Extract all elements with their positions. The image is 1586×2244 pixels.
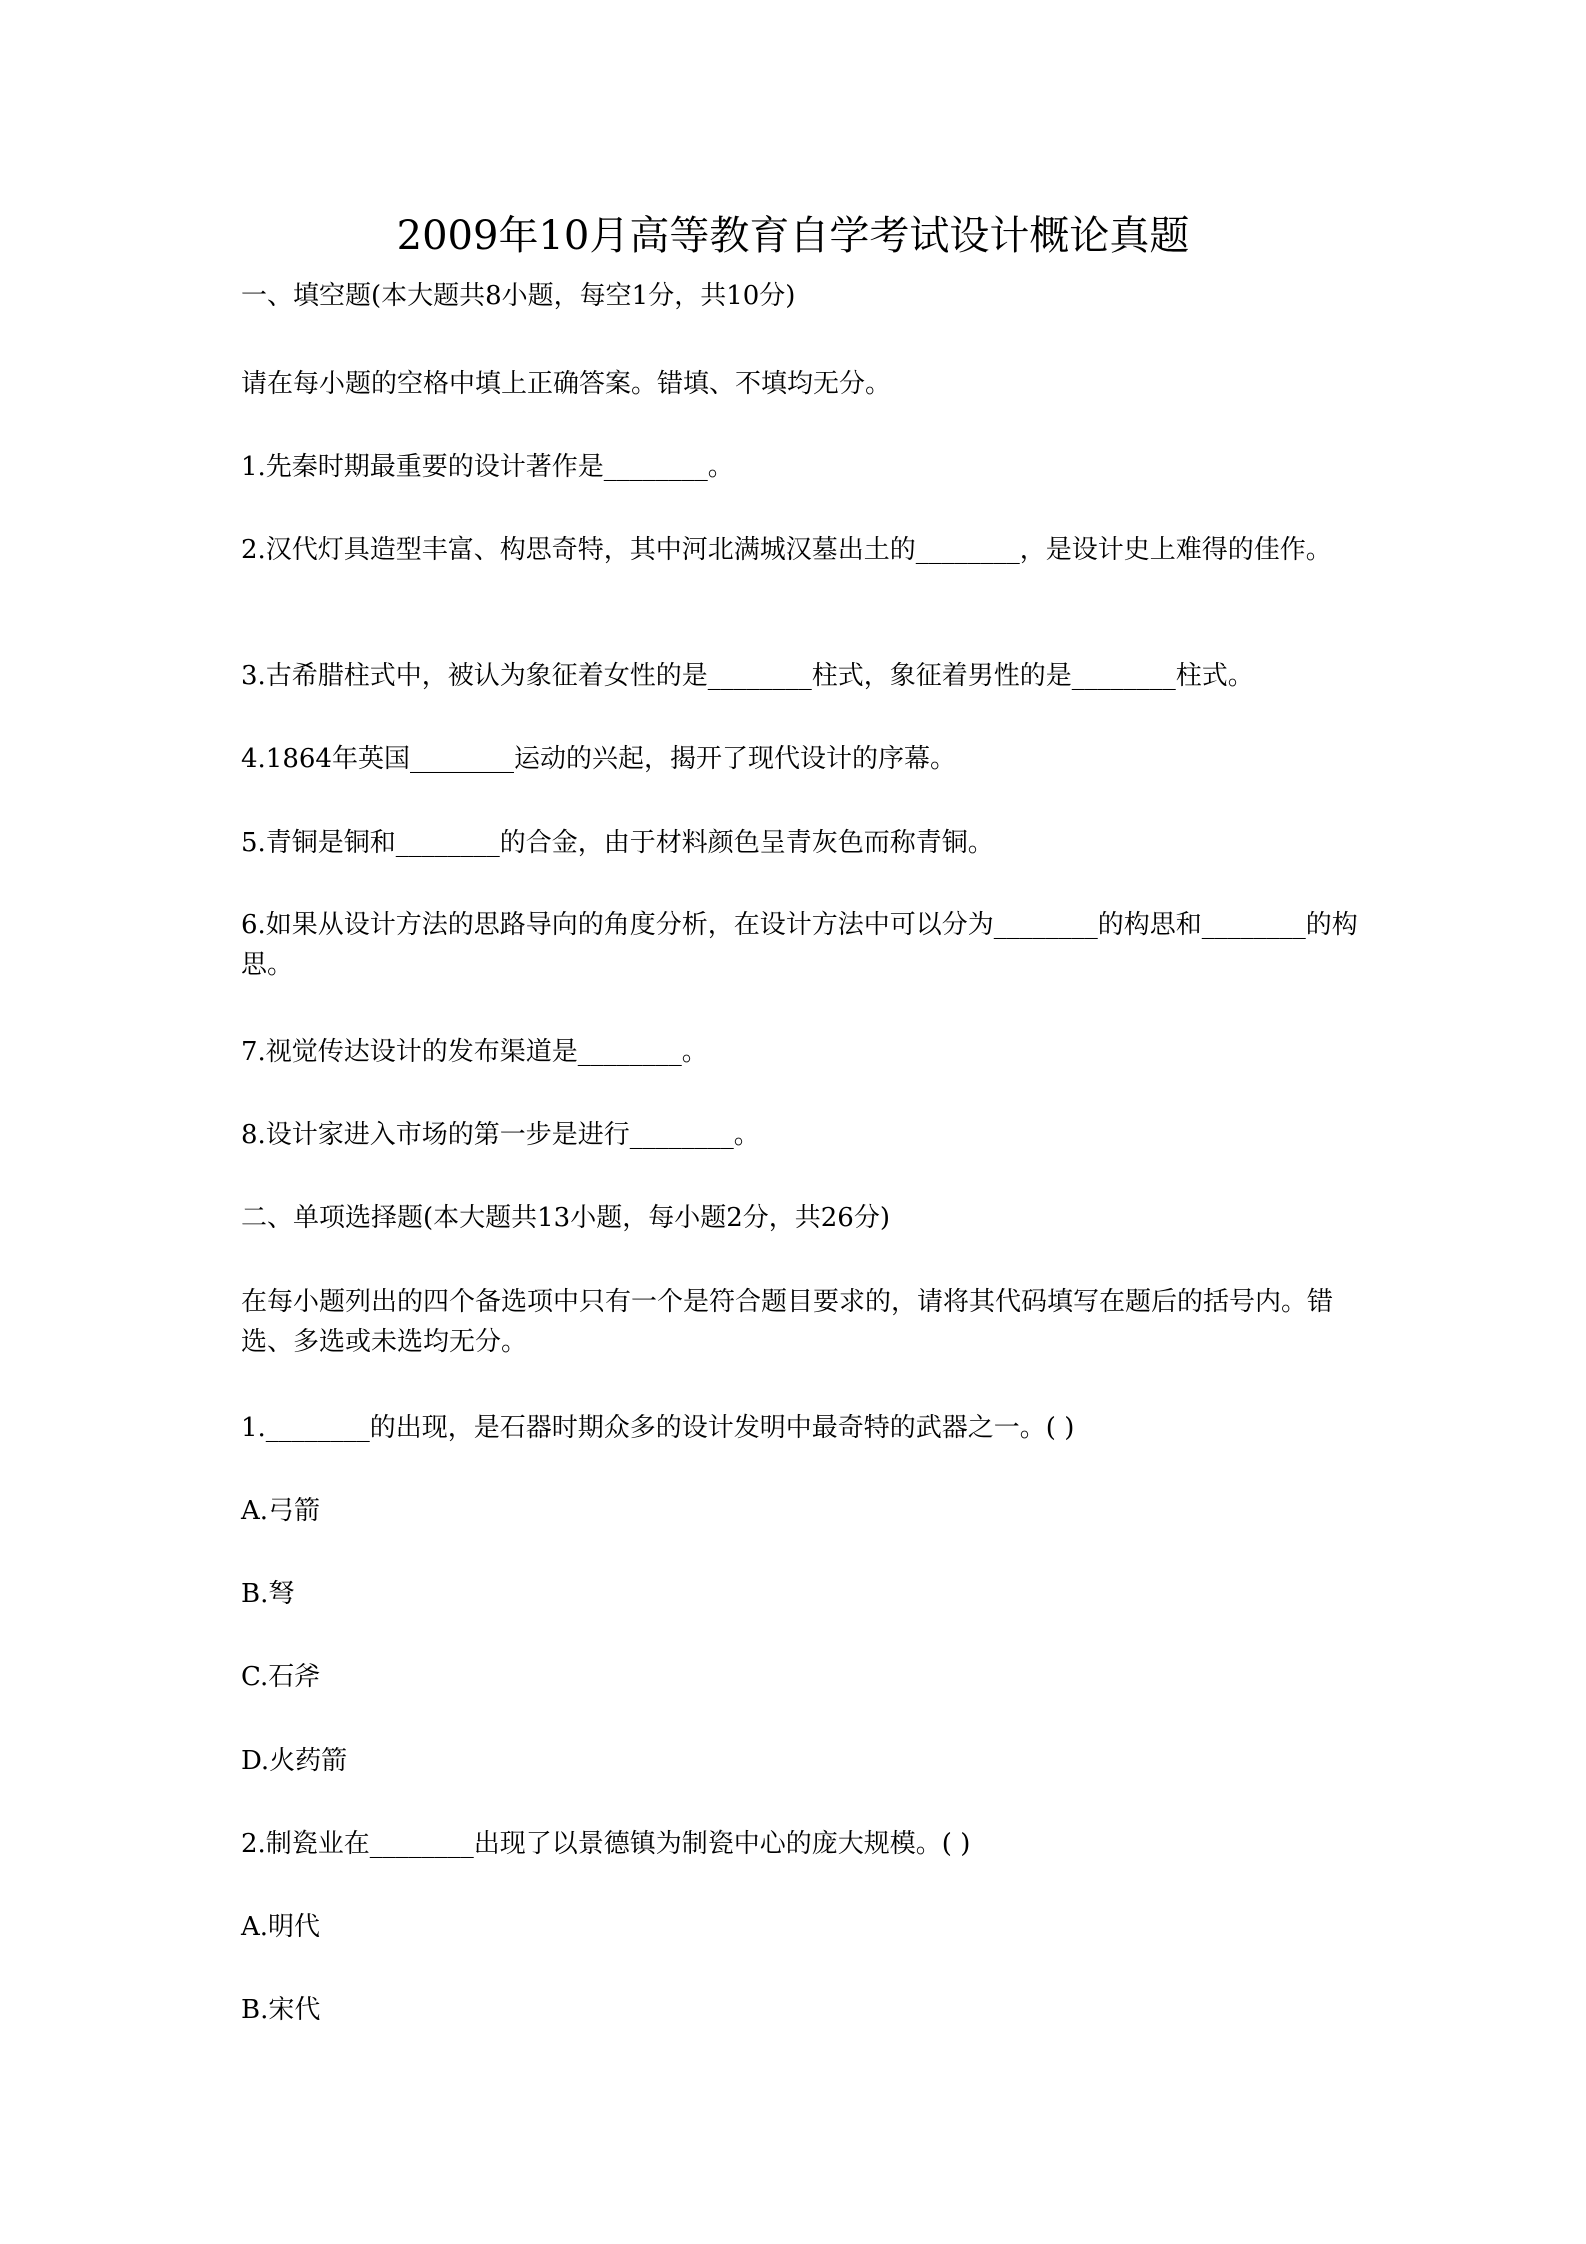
choice-option: A.弓箭 — [241, 1496, 321, 1526]
choice-option: C.石斧 — [241, 1662, 321, 1692]
section2-heading: 二、单项选择题(本大题共13小题，每小题2分，共26分) — [241, 1203, 890, 1233]
choice-question-2: 2.制瓷业在________出现了以景德镇为制瓷中心的庞大规模。( ) — [241, 1829, 971, 1859]
section1-instruction: 请在每小题的空格中填上正确答案。错填、不填均无分。 — [241, 369, 892, 399]
fill-question-2: 2.汉代灯具造型丰富、构思奇特，其中河北满城汉墓出土的________，是设计史上难得的佳作。 — [241, 535, 1332, 565]
fill-question-5: 5.青铜是铜和________的合金，由于材料颜色呈青灰色而称青铜。 — [241, 828, 994, 858]
fill-question-7: 7.视觉传达设计的发布渠道是________。 — [241, 1037, 708, 1067]
section1-heading: 一、填空题(本大题共8小题，每空1分，共10分) — [241, 281, 796, 311]
section2-instruction: 在每小题列出的四个备选项中只有一个是符合题目要求的，请将其代码填写在题后的括号内。错选、多选或未选均无分。 — [241, 1287, 1334, 1357]
fill-question-8: 8.设计家进入市场的第一步是进行________。 — [241, 1120, 760, 1150]
fill-question-6: 6.如果从设计方法的思路导向的角度分析，在设计方法中可以分为________的构思和________的构思。 — [241, 910, 1358, 980]
page-title: 2009年10月高等教育自学考试设计概论真题 — [396, 213, 1190, 259]
choice-option: A.明代 — [241, 1912, 321, 1942]
fill-question-1: 1.先秦时期最重要的设计著作是________。 — [241, 452, 734, 482]
fill-question-3: 3.古希腊柱式中，被认为象征着女性的是________柱式，象征着男性的是________柱式。 — [241, 661, 1254, 691]
choice-question-1: 1.________的出现，是石器时期众多的设计发明中最奇特的武器之一。( ) — [241, 1413, 1075, 1443]
choice-option: B.弩 — [241, 1579, 295, 1609]
fill-question-4: 4.1864年英国________运动的兴起，揭开了现代设计的序幕。 — [241, 744, 956, 774]
choice-option: B.宋代 — [241, 1995, 321, 2025]
choice-option: D.火药箭 — [241, 1746, 348, 1776]
